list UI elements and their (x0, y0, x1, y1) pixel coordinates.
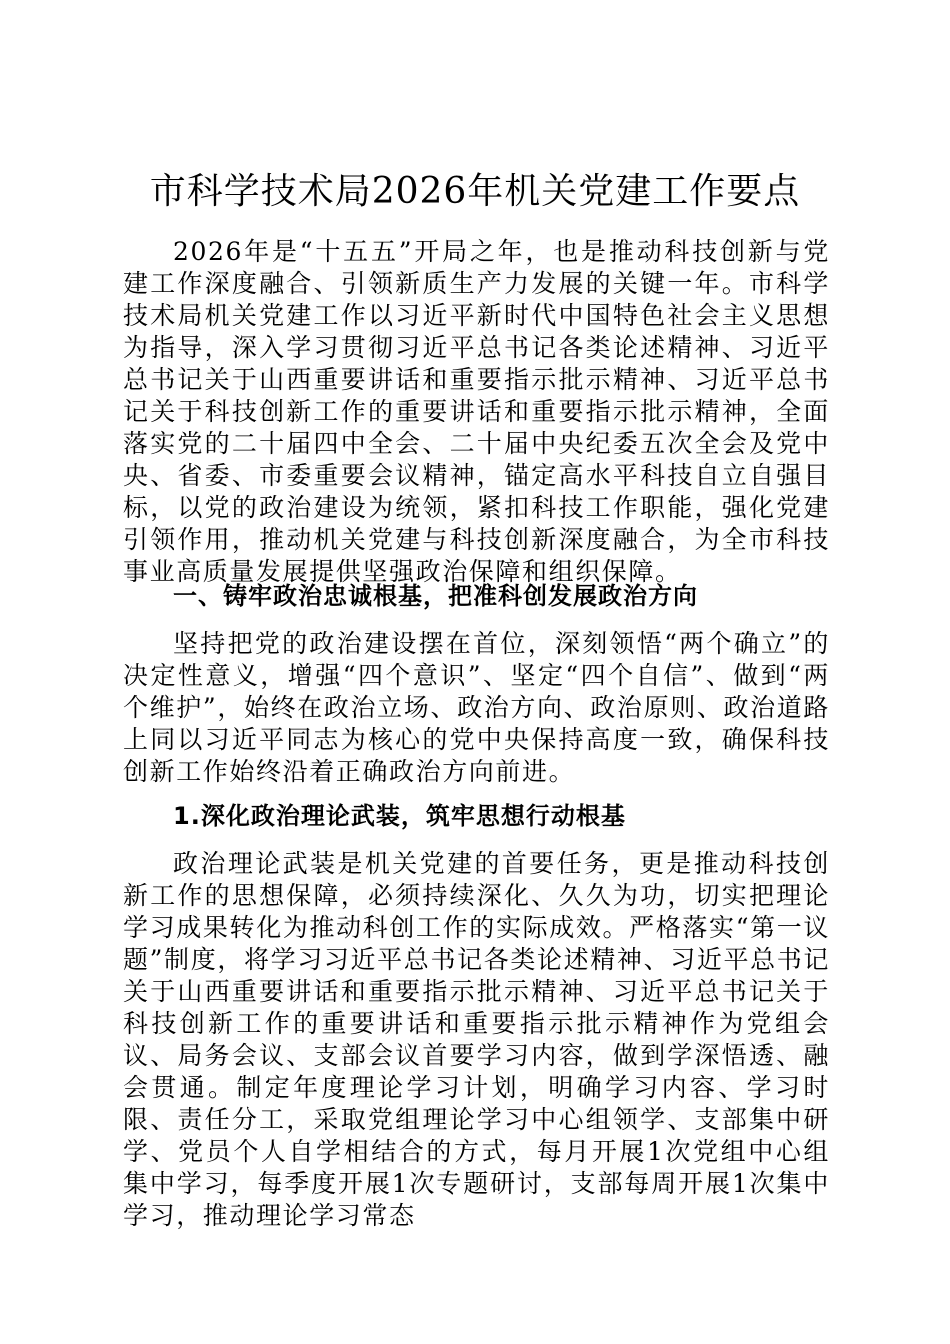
section-1-paragraph: 坚持把党的政治建设摆在首位，深刻领悟“两个确立”的决定性意义，增强“四个意识”、坚定“四个自信”、做到“两个维护”，始终在政治立场、政治方向、政治原则、政治道路上同以习近平同志为核心的党中央保持高度一致，确保科技创新工作始终沿着正确政治方向前进。 (123, 629, 830, 786)
intro-paragraph: 2026年是“十五五”开局之年，也是推动科技创新与党建工作深度融合、引领新质生产力发展的关键一年。市科学技术局机关党建工作以习近平新时代中国特色社会主义思想为指导，深入学习贯彻习近平总书记各类论述精神、习近平总书记关于山西重要讲话和重要指示批示精神、习近平总书记关于科技创新工作的重要讲话和重要指示批示精神，全面落实党的二十届四中全会、二十届中央纪委五次全会及党中央、省委、市委重要会议精神，锚定高水平科技自立自强目标，以党的政治建设为统领，紧扣科技工作职能，强化党建引领作用，推动机关党建与科技创新深度融合，为全市科技事业高质量发展提供坚强政治保障和组织保障。 (123, 237, 830, 586)
document-title: 市科学技术局2026年机关党建工作要点 (149, 171, 801, 212)
subsection-1-paragraph: 政治理论武装是机关党建的首要任务，更是推动科技创新工作的思想保障，必须持续深化、久久为功，切实把理论学习成果转化为推动科创工作的实际成效。严格落实“第一议题”制度，将学习习近平总书记各类论述精神、习近平总书记关于山西重要讲话和重要指示批示精神、习近平总书记关于科技创新工作的重要讲话和重要指示批示精神作为党组会议、局务会议、支部会议首要学习内容，做到学深悟透、融会贯通。制定年度理论学习计划，明确学习内容、学习时限、责任分工，采取党组理论学习中心组领学、支部集中研学、党员个人自学相结合的方式，每月开展1次党组中心组集中学习，每季度开展1次专题研讨，支部每周开展1次集中学习，推动理论学习常态 (123, 849, 830, 1230)
section-heading-1: 一、铸牢政治忠诚根基，把准科创发展政治方向 (173, 582, 698, 610)
subsection-heading-1: 1.深化政治理论武装，筑牢思想行动根基 (173, 802, 626, 830)
